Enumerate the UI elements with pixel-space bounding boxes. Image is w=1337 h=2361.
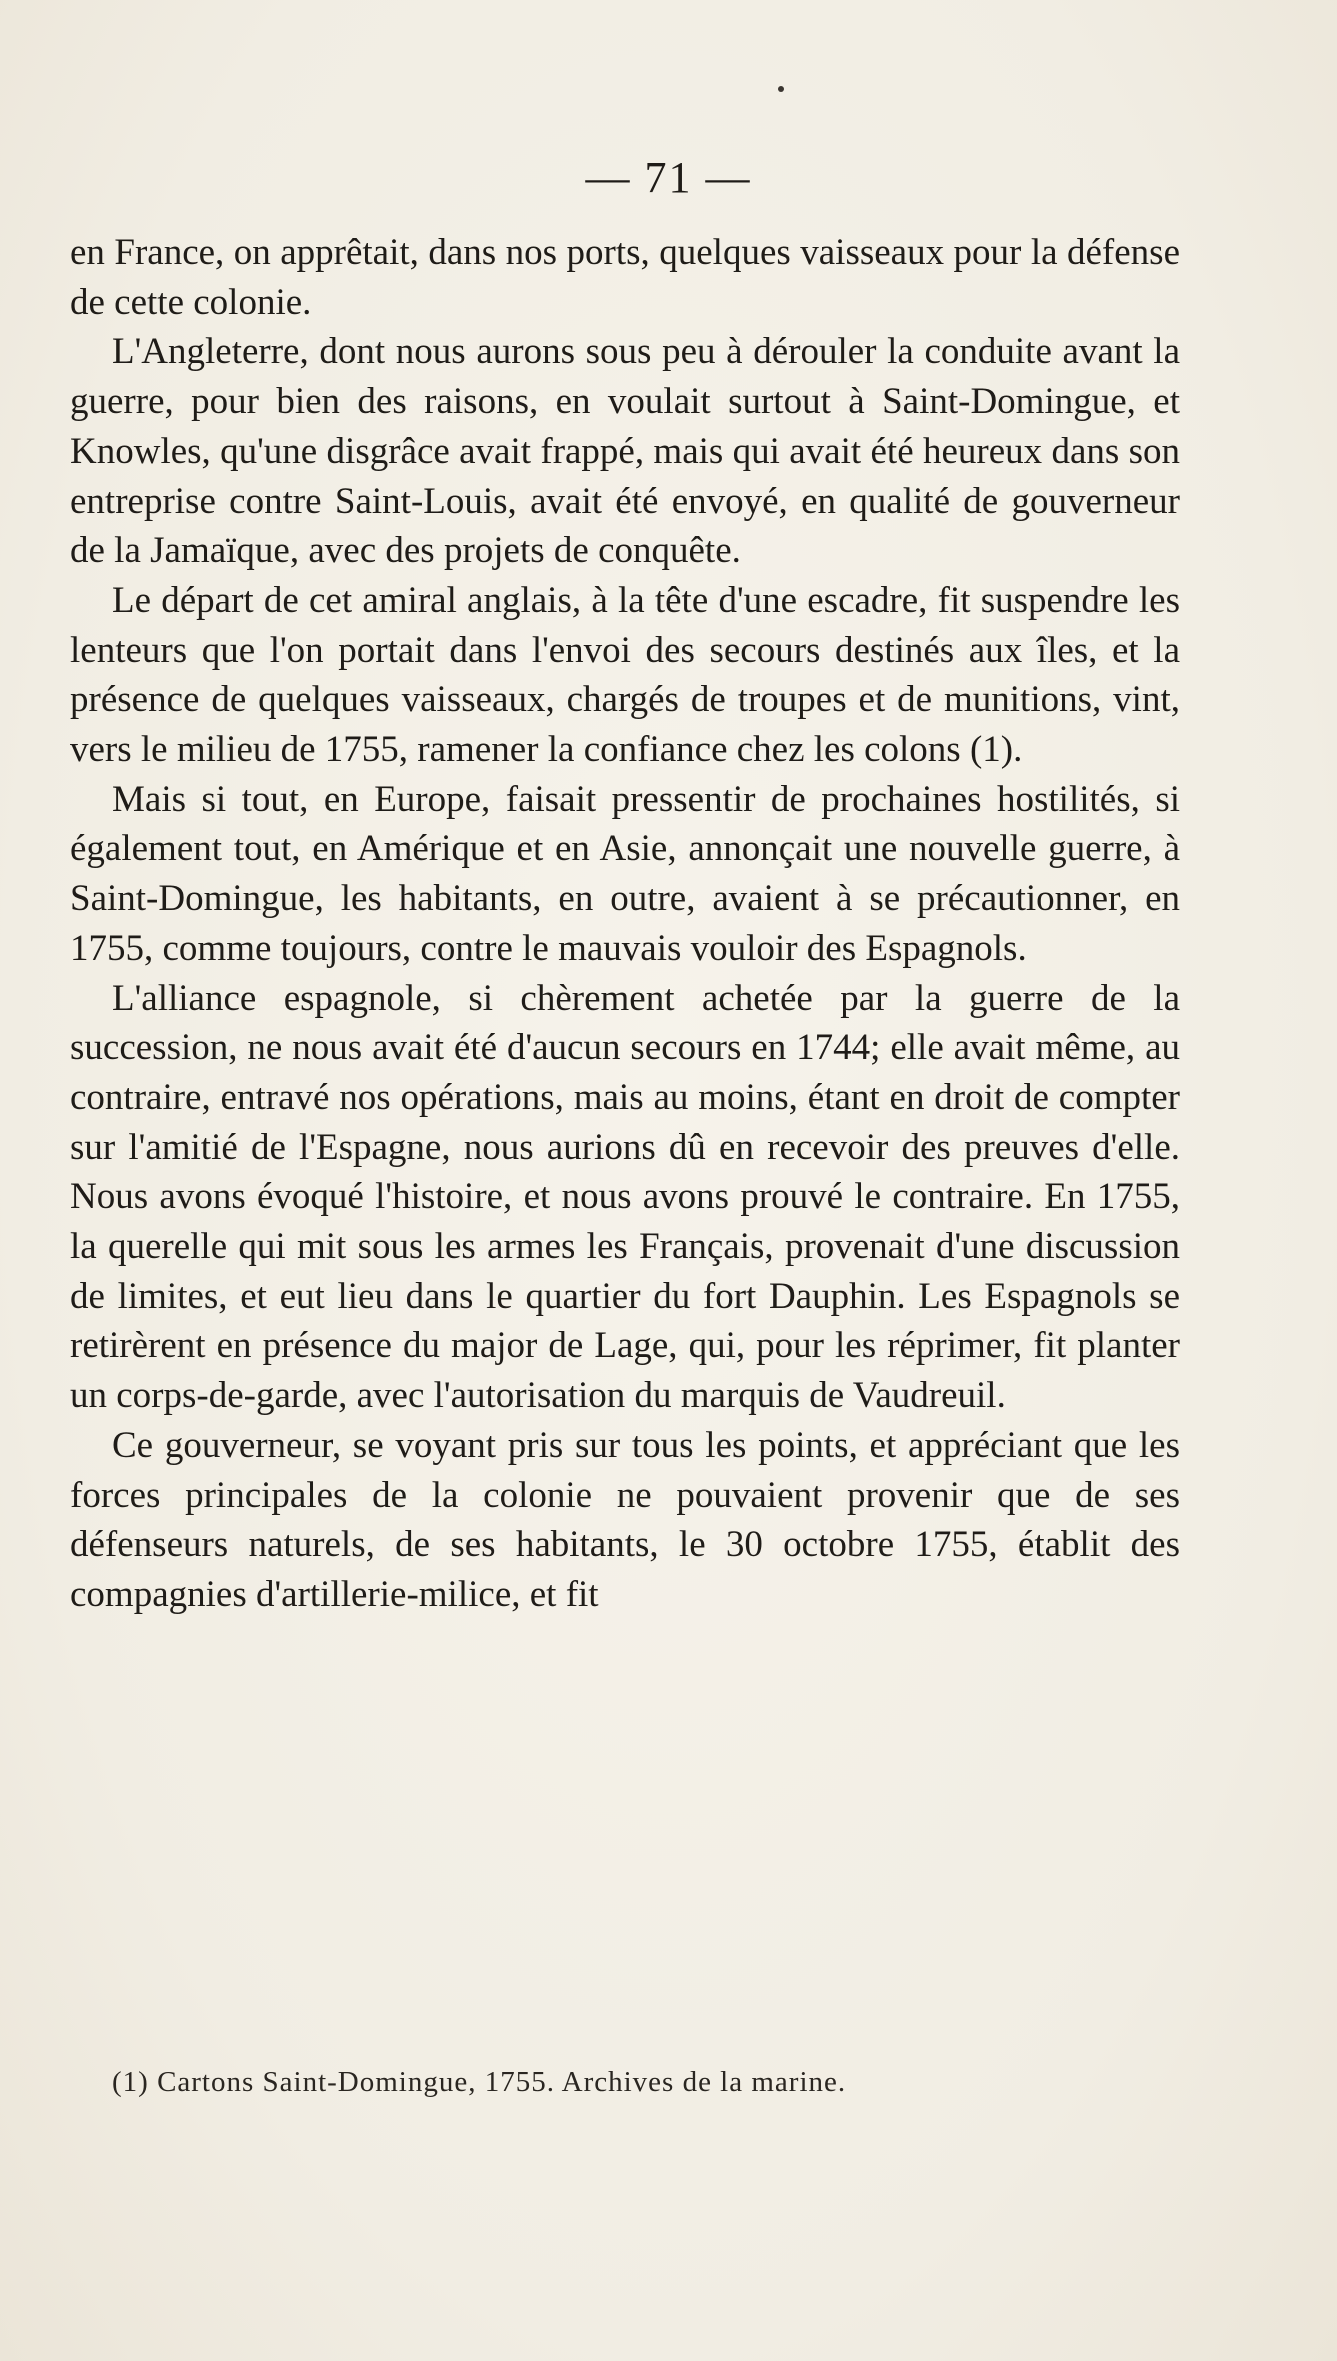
body-text (70, 228, 1180, 1620)
page-number: — 71 — (585, 153, 752, 202)
paragraph-england-knowles: L'Angleterre, dont nous aurons sous peu à dérouler la conduite avant la guerre, pour bien des raisons, en voulait surtout à Saint-Domingue, et Knowles, qu'une disgrâce avait frappé, mais qui avait été heureux dans son entreprise contre Saint-Louis, avait été envoyé, en qualité de gouverneur de la Jamaïque, avec des projets de conquête. (70, 331, 1180, 572)
paragraph-hostilities: Mais si tout, en Europe, faisait pressentir de prochaines hostilités, si également tout, en Amérique et en Asie, annonçait une nouvelle guerre, à Saint-Domingue, les habitants, en outre, avaient à se précautionner, en 1755, comme toujours, contre le mauvais vouloir des Espagnols. (70, 778, 1180, 969)
paragraph-continuation: en France, on apprêtait, dans nos ports, quelques vaisseaux pour la défense de cette colonie. (70, 232, 1180, 323)
ink-speck (778, 86, 784, 92)
footnote: (1) Cartons Saint-Domingue, 1755. Archives de la marine. (112, 2066, 847, 2098)
paragraph-admiral-departure: Le départ de cet amiral anglais, à la tête d'une escadre, fit suspendre les lenteurs que l'on portait dans l'envoi des secours destinés aux îles, et la présence de quelques vaisseaux, chargés de troupes et de munitions, vint, vers le milieu de 1755, ramener la confiance chez les colons (1). (70, 579, 1180, 771)
paragraph-spanish-alliance: L'alliance espagnole, si chèrement achetée par la guerre de la succession, ne nous avait été d'aucun secours en 1744; elle avait même, au contraire, entravé nos opérations, mais au moins, étant en droit de compter sur l'amitié de l'Espagne, nous aurions dû en recevoir des preuves d'elle. Nous avons évoqué l'histoire, et nous avons prouvé le contraire. En 1755, la querelle qui mit sous les armes les Français, provenait d'une discussion de limites, et eut lieu dans le quartier du fort Dauphin. Les Espagnols se retirèrent en présence du major de Lage, qui, pour les réprimer, fit planter un corps-de-garde, avec l'autorisation du marquis de Vaudreuil. (70, 977, 1180, 1417)
paragraph-governor: Ce gouverneur, se voyant pris sur tous les points, et appréciant que les forces principales de la colonie ne pouvaient provenir que de ses défenseurs naturels, de ses habitants, le 30 octobre 1755, établit des compagnies d'artillerie-milice, et fit (70, 1424, 1180, 1615)
